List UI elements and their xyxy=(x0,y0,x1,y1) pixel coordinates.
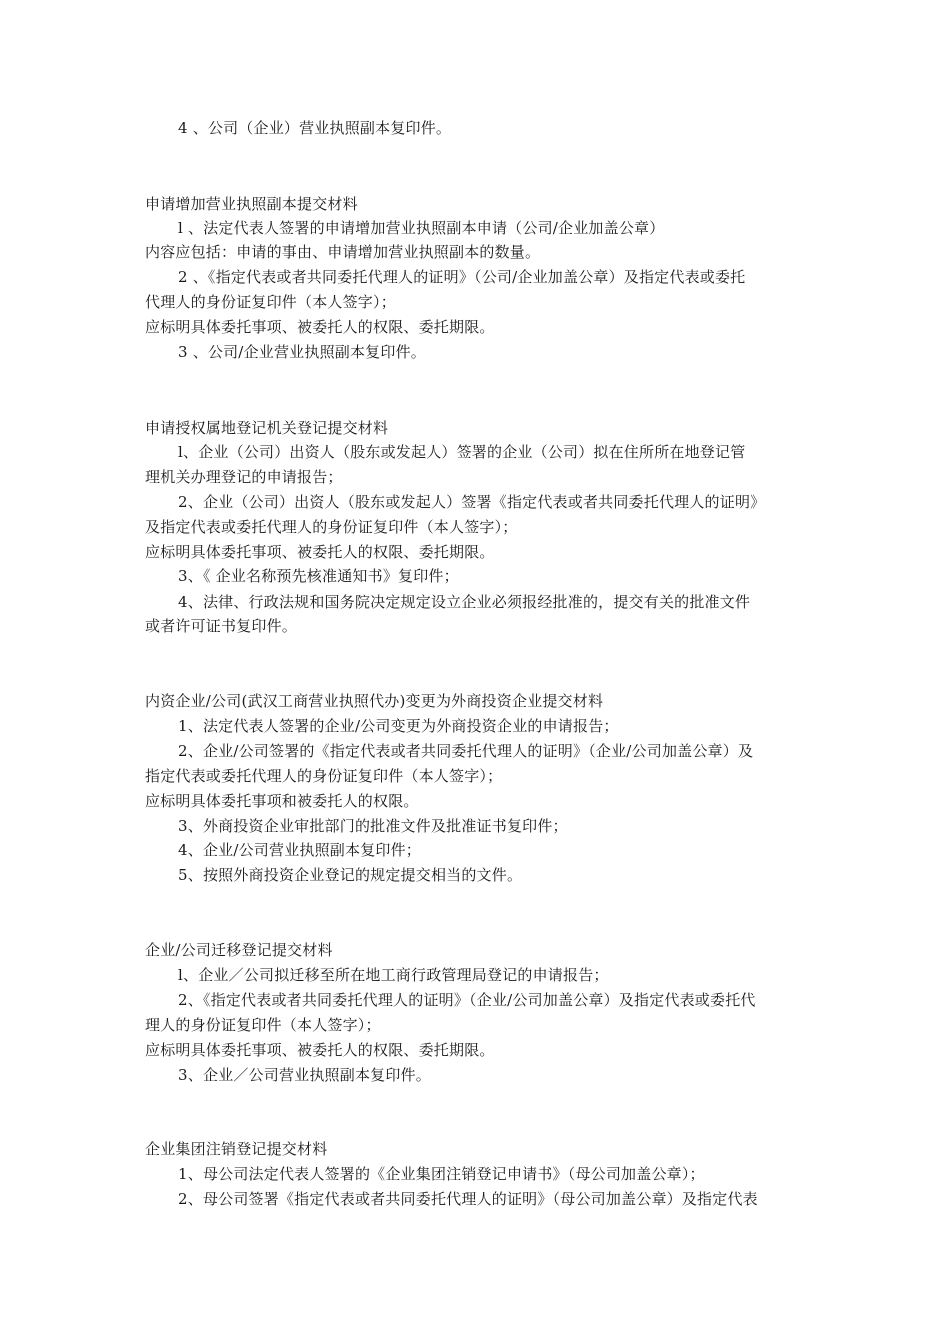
section-heading: 企业集团注销登记提交材料 xyxy=(145,1140,328,1158)
text-line: 应标明具体委托事项、被委托人的权限、委托期限。 xyxy=(145,1041,495,1059)
text-line: 理机关办理登记的申请报告； xyxy=(145,468,343,486)
text-line: 3 、公司/企业营业执照副本复印件。 xyxy=(178,343,426,361)
text-line: 2 、《指定代表或者共同委托代理人的证明》（公司/企业加盖公章）及指定代表或委托 xyxy=(178,268,746,286)
text-line: 2、企业（公司）出资人（股东或发起人）签署《指定代表或者共同委托代理人的证明》 xyxy=(178,493,766,511)
text-line: 1、母公司法定代表人签署的《企业集团注销登记申请书》（母公司加盖公章）； xyxy=(178,1165,705,1183)
text-line: 代理人的身份证复印件（本人签字）； xyxy=(145,293,396,311)
section-heading: 申请授权属地登记机关登记提交材料 xyxy=(145,419,389,437)
text-line: 3、企业／公司营业执照副本复印件。 xyxy=(178,1066,431,1084)
text-line: 2、企业/公司签署的《指定代表或者共同委托代理人的证明》（企业/公司加盖公章）及 xyxy=(178,742,754,760)
section-heading: 企业/公司迁移登记提交材料 xyxy=(145,941,333,959)
text-line: 理人的身份证复印件（本人签字）； xyxy=(145,1016,381,1034)
section-heading: 内资企业/公司(武汉工商营业执照代办)变更为外商投资企业提交材料 xyxy=(145,692,604,710)
text-line: 2、母公司签署《指定代表或者共同委托代理人的证明》（母公司加盖公章）及指定代表 xyxy=(178,1190,758,1208)
text-line: 2、《指定代表或者共同委托代理人的证明》（企业/公司加盖公章）及指定代表或委托代 xyxy=(178,991,756,1009)
text-line: l 、法定代表人签署的申请增加营业执照副本申请（公司/企业加盖公章） xyxy=(178,219,665,237)
text-line: 1、法定代表人签署的企业/公司变更为外商投资企业的申请报告； xyxy=(178,717,619,735)
text-line: l、企业（公司）出资人（股东或发起人）签署的企业（公司）拟在住所所在地登记管 xyxy=(178,443,746,461)
text-line: 应标明具体委托事项和被委托人的权限。 xyxy=(145,792,419,810)
text-line: 3、外商投资企业审批部门的批准文件及批准证书复印件； xyxy=(178,817,568,835)
text-line: 5、按照外商投资企业登记的规定提交相当的文件。 xyxy=(178,866,523,884)
text-line: 应标明具体委托事项、被委托人的权限、委托期限。 xyxy=(145,543,495,561)
text-line: 4、企业/公司营业执照副本复印件； xyxy=(178,841,421,859)
section-heading: 申请增加营业执照副本提交材料 xyxy=(145,195,358,213)
text-line: 指定代表或委托代理人的身份证复印件（本人签字）； xyxy=(145,767,503,785)
text-line: l、企业／公司拟迁移至所在地工商行政管理局登记的申请报告； xyxy=(178,966,609,984)
text-line: 3、《 企业名称预先核准通知书》复印件； xyxy=(178,567,459,585)
text-line: 或者许可证书复印件。 xyxy=(145,617,298,635)
text-line: 4 、公司（企业）营业执照副本复印件。 xyxy=(178,119,452,137)
text-line: 应标明具体委托事项、被委托人的权限、委托期限。 xyxy=(145,318,495,336)
text-line: 内容应包括：申请的事由、申请增加营业执照副本的数量。 xyxy=(145,243,541,261)
text-line: 及指定代表或委托代理人的身份证复印件（本人签字）； xyxy=(145,518,518,536)
text-line: 4、法律、行政法规和国务院决定规定设立企业必须报经批准的，提交有关的批准文件 xyxy=(178,593,751,611)
